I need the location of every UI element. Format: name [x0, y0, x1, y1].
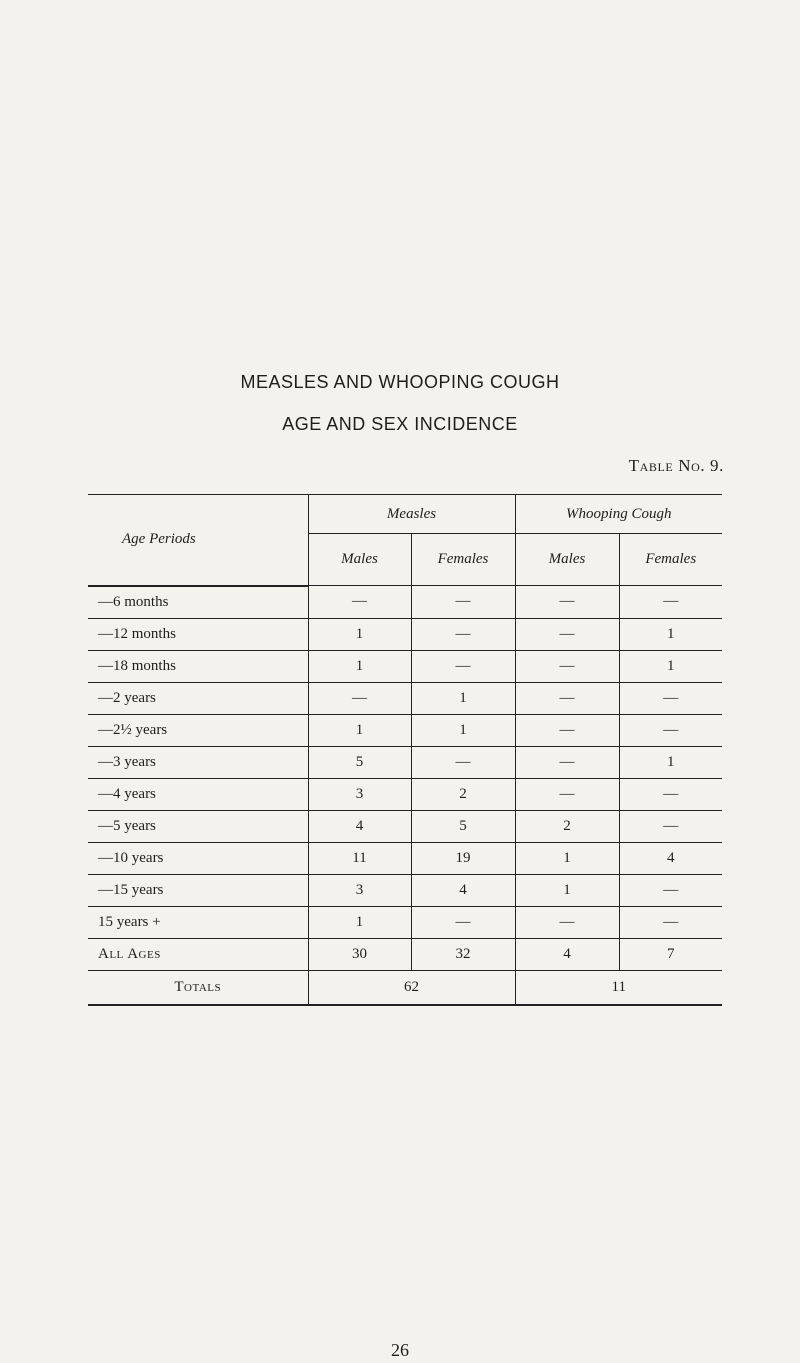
- table-number: Table No. 9.: [628, 456, 724, 475]
- measles-males-cell: 1: [308, 618, 411, 650]
- measles-males-cell: 30: [308, 938, 411, 970]
- whooping-males-cell: 1: [515, 842, 619, 874]
- whooping-males-cell: —: [515, 650, 619, 682]
- measles-females-cell: 5: [411, 810, 515, 842]
- whooping-females-cell: 1: [619, 618, 722, 650]
- totals-label: Totals: [88, 970, 308, 1005]
- whooping-females-cell: 1: [619, 650, 722, 682]
- whooping-females-cell: —: [619, 586, 722, 619]
- measles-females-cell: —: [411, 906, 515, 938]
- whooping-females-cell: —: [619, 874, 722, 906]
- whooping-males-cell: —: [515, 746, 619, 778]
- whooping-total-cell: 11: [515, 970, 722, 1005]
- whooping-males-cell: —: [515, 586, 619, 619]
- table-row: [88, 746, 722, 778]
- age-cell: —12 months: [88, 618, 308, 650]
- table-row: [88, 810, 722, 842]
- whooping-females-cell: —: [619, 810, 722, 842]
- table-row: [88, 682, 722, 714]
- table-row: [88, 906, 722, 938]
- table-row: [88, 842, 722, 874]
- measles-total-cell: 62: [308, 970, 515, 1005]
- page-title: MEASLES AND WHOOPING COUGH: [240, 372, 560, 392]
- whooping-females-cell: —: [619, 714, 722, 746]
- age-cell: —10 years: [88, 842, 308, 874]
- measles-females-cell: —: [411, 746, 515, 778]
- age-cell: —6 months: [88, 586, 308, 619]
- age-cell: —18 months: [88, 650, 308, 682]
- age-cell: —2 years: [88, 682, 308, 714]
- table-row: [88, 874, 722, 906]
- incidence-table: [88, 494, 722, 1006]
- measles-females-cell: 19: [411, 842, 515, 874]
- whooping-males-cell: —: [515, 714, 619, 746]
- header-whooping-males: Males: [515, 534, 619, 586]
- whooping-females-cell: 1: [619, 746, 722, 778]
- measles-females-cell: —: [411, 586, 515, 619]
- age-cell: —2½ years: [88, 714, 308, 746]
- header-whooping-females: Females: [619, 534, 722, 586]
- measles-males-cell: 3: [308, 874, 411, 906]
- page-number: 26: [391, 1340, 409, 1360]
- whooping-females-cell: —: [619, 682, 722, 714]
- whooping-males-cell: 1: [515, 874, 619, 906]
- age-cell: 15 years +: [88, 906, 308, 938]
- table-row: [88, 618, 722, 650]
- page-subtitle: AGE AND SEX INCIDENCE: [282, 414, 518, 434]
- measles-females-cell: 4: [411, 874, 515, 906]
- table-row-all-ages: [88, 938, 722, 970]
- measles-males-cell: 1: [308, 650, 411, 682]
- header-measles-males: Males: [308, 534, 411, 586]
- table-row: [88, 650, 722, 682]
- measles-males-cell: —: [308, 682, 411, 714]
- table-row: [88, 778, 722, 810]
- whooping-males-cell: —: [515, 778, 619, 810]
- measles-males-cell: 11: [308, 842, 411, 874]
- age-cell: —4 years: [88, 778, 308, 810]
- header-age-periods: Age Periods: [88, 495, 308, 586]
- table-row-totals: [88, 970, 722, 1005]
- age-cell: —3 years: [88, 746, 308, 778]
- whooping-females-cell: 4: [619, 842, 722, 874]
- age-cell: —15 years: [88, 874, 308, 906]
- measles-females-cell: 1: [411, 714, 515, 746]
- measles-females-cell: —: [411, 618, 515, 650]
- whooping-males-cell: —: [515, 682, 619, 714]
- measles-males-cell: 5: [308, 746, 411, 778]
- measles-males-cell: —: [308, 586, 411, 619]
- measles-males-cell: 1: [308, 714, 411, 746]
- whooping-females-cell: 7: [619, 938, 722, 970]
- whooping-males-cell: 2: [515, 810, 619, 842]
- header-measles-females: Females: [411, 534, 515, 586]
- measles-males-cell: 1: [308, 906, 411, 938]
- measles-females-cell: 2: [411, 778, 515, 810]
- measles-males-cell: 4: [308, 810, 411, 842]
- whooping-males-cell: —: [515, 906, 619, 938]
- measles-females-cell: 32: [411, 938, 515, 970]
- age-cell: All Ages: [88, 938, 308, 970]
- measles-males-cell: 3: [308, 778, 411, 810]
- measles-females-cell: —: [411, 650, 515, 682]
- table-row: [88, 586, 722, 619]
- header-measles: Measles: [308, 495, 515, 534]
- whooping-males-cell: 4: [515, 938, 619, 970]
- whooping-females-cell: —: [619, 906, 722, 938]
- age-cell: —5 years: [88, 810, 308, 842]
- whooping-females-cell: —: [619, 778, 722, 810]
- measles-females-cell: 1: [411, 682, 515, 714]
- whooping-males-cell: —: [515, 618, 619, 650]
- header-whooping-cough: Whooping Cough: [515, 495, 722, 534]
- table-row: [88, 714, 722, 746]
